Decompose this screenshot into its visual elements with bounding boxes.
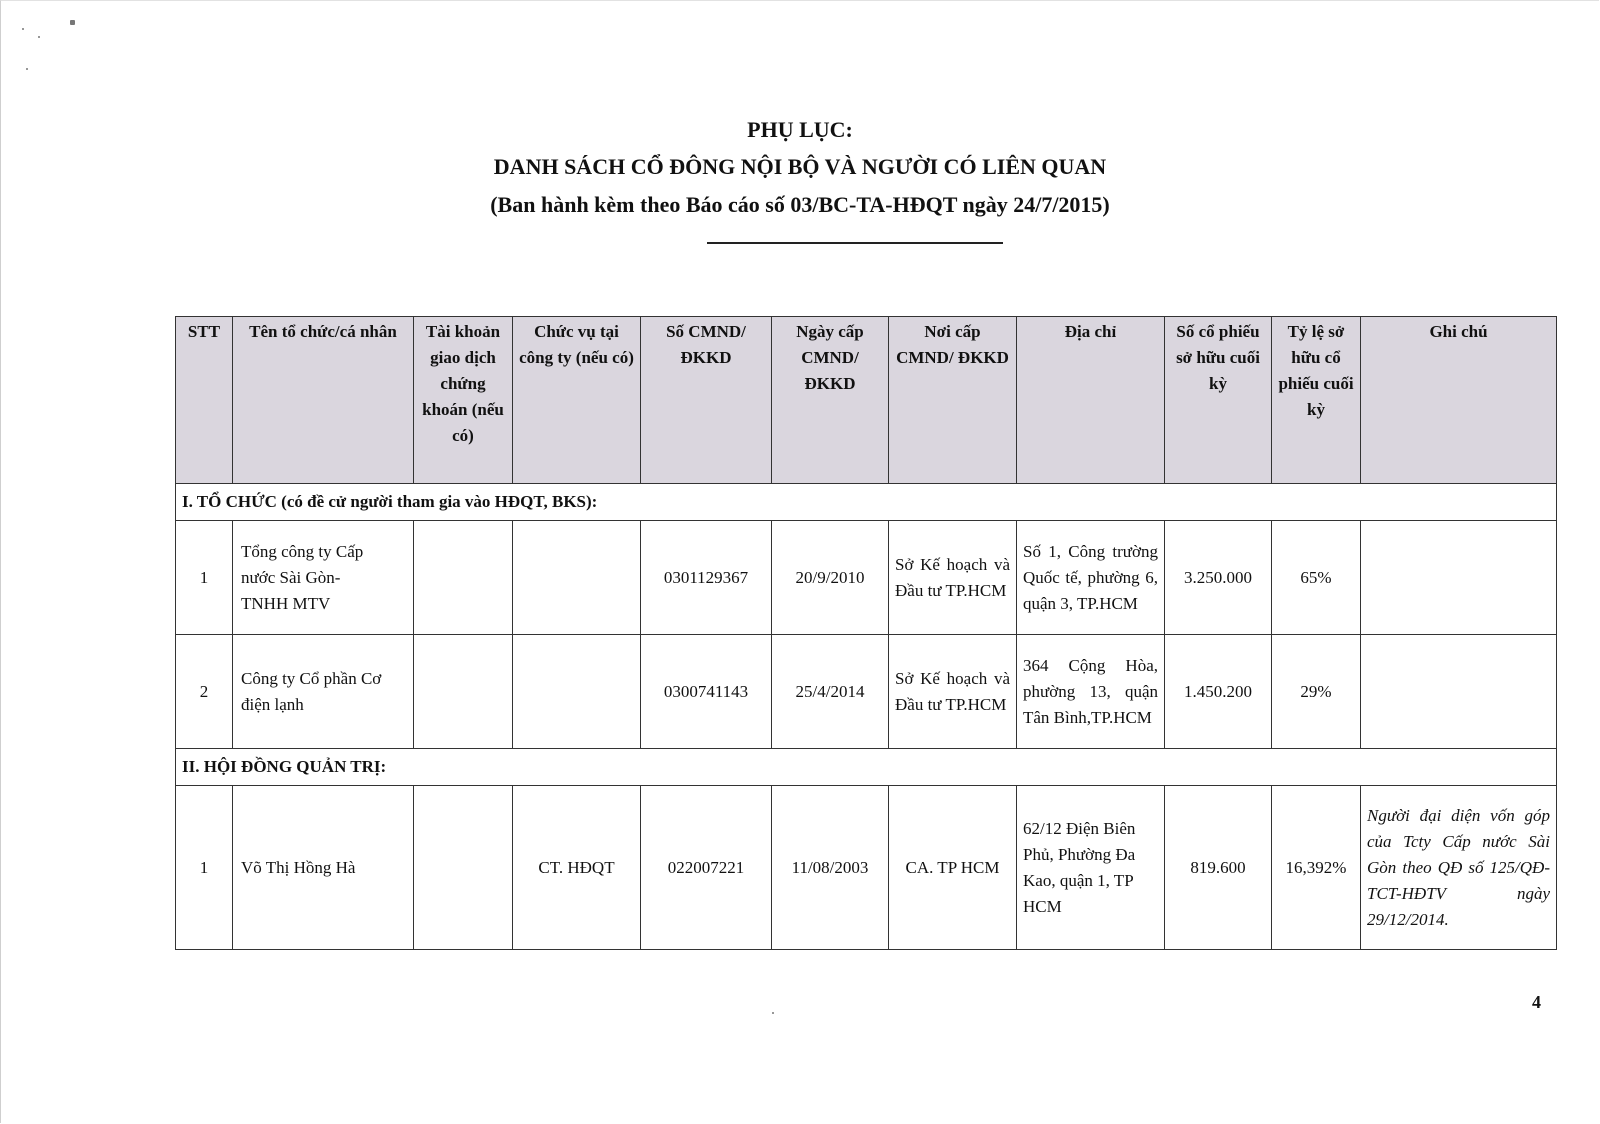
cell-stt: 1 (176, 521, 233, 635)
cell-issue-date: 11/08/2003 (772, 786, 889, 950)
cell-position: CT. HĐQT (513, 786, 641, 950)
cell-issue-place: CA. TP HCM (889, 786, 1017, 950)
table-row (176, 635, 1557, 749)
cell-name: Tổng công ty Cấp nước Sài Gòn-TNHH MTV (233, 521, 414, 635)
col-header-ratio: Tỷ lệ sở hữu cổ phiếu cuối kỳ (1272, 317, 1361, 484)
scan-speck (38, 36, 40, 38)
cell-account (414, 786, 513, 950)
cell-issue-date: 25/4/2014 (772, 635, 889, 749)
cell-issue-date: 20/9/2010 (772, 521, 889, 635)
scan-speck (70, 20, 75, 25)
shareholder-table (175, 316, 1557, 950)
section-title: II. HỘI ĐỒNG QUẢN TRỊ: (176, 749, 1557, 786)
cell-id-no: 022007221 (641, 786, 772, 950)
cell-account (414, 635, 513, 749)
cell-stt: 2 (176, 635, 233, 749)
col-header-shares: Số cổ phiếu sở hữu cuối kỳ (1165, 317, 1272, 484)
cell-ratio: 16,392% (1272, 786, 1361, 950)
document-header (0, 112, 1600, 224)
cell-id-no: 0301129367 (641, 521, 772, 635)
cell-account (414, 521, 513, 635)
issuance-note: (Ban hành kèm theo Báo cáo số 03/BC-TA-HĐQT ngày 24/7/2015) (490, 192, 1110, 217)
col-header-issue-place: Nơi cấp CMND/ ĐKKD (889, 317, 1017, 484)
cell-ratio: 65% (1272, 521, 1361, 635)
list-title: DANH SÁCH CỔ ĐÔNG NỘI BỘ VÀ NGƯỜI CÓ LIÊN QUAN (493, 154, 1107, 179)
col-header-note: Ghi chú (1361, 317, 1557, 484)
appendix-title: PHỤ LỤC: (747, 117, 853, 142)
scan-speck (26, 68, 28, 70)
col-header-position: Chức vụ tại công ty (nếu có) (513, 317, 641, 484)
col-header-name: Tên tổ chức/cá nhân (233, 317, 414, 484)
cell-address: 364 Cộng Hòa, phường 13, quận Tân Bình,TP.HCM (1017, 635, 1165, 749)
cell-stt: 1 (176, 786, 233, 950)
cell-address: 62/12 Điện Biên Phủ, Phường Đa Kao, quận 1, TP HCM (1017, 786, 1165, 950)
cell-note: Người đại diện vốn góp của Tcty Cấp nước Sài Gòn theo QĐ số 125/QĐ-TCT-HĐTV ngày 29/12/2014. (1361, 786, 1557, 950)
cell-issue-place: Sở Kế hoạch và Đầu tư TP.HCM (889, 521, 1017, 635)
scan-speck (22, 28, 24, 30)
col-header-account: Tài khoản giao dịch chứng khoán (nếu có) (414, 317, 513, 484)
col-header-address: Địa chỉ (1017, 317, 1165, 484)
section-row-board (176, 749, 1557, 786)
cell-name: Võ Thị Hồng Hà (233, 786, 414, 950)
col-header-issue-date: Ngày cấp CMND/ ĐKKD (772, 317, 889, 484)
cell-note (1361, 635, 1557, 749)
cell-position (513, 635, 641, 749)
table-row (176, 521, 1557, 635)
cell-id-no: 0300741143 (641, 635, 772, 749)
cell-shares: 3.250.000 (1165, 521, 1272, 635)
scan-speck (772, 1012, 774, 1014)
col-header-id-no: Số CMND/ ĐKKD (641, 317, 772, 484)
section-title: I. TỔ CHỨC (có đề cử người tham gia vào HĐQT, BKS): (176, 484, 1557, 521)
cell-name: Công ty Cổ phần Cơ điện lạnh (233, 635, 414, 749)
cell-position (513, 521, 641, 635)
table-header-row (176, 317, 1557, 484)
col-header-stt: STT (176, 317, 233, 484)
cell-ratio: 29% (1272, 635, 1361, 749)
cell-shares: 819.600 (1165, 786, 1272, 950)
section-row-organizations (176, 484, 1557, 521)
cell-shares: 1.450.200 (1165, 635, 1272, 749)
title-underline (707, 242, 1003, 244)
cell-note (1361, 521, 1557, 635)
cell-address: Số 1, Công trường Quốc tế, phường 6, quận 3, TP.HCM (1017, 521, 1165, 635)
page-number: 4 (1532, 992, 1541, 1012)
table-row (176, 786, 1557, 950)
cell-issue-place: Sở Kế hoạch và Đầu tư TP.HCM (889, 635, 1017, 749)
